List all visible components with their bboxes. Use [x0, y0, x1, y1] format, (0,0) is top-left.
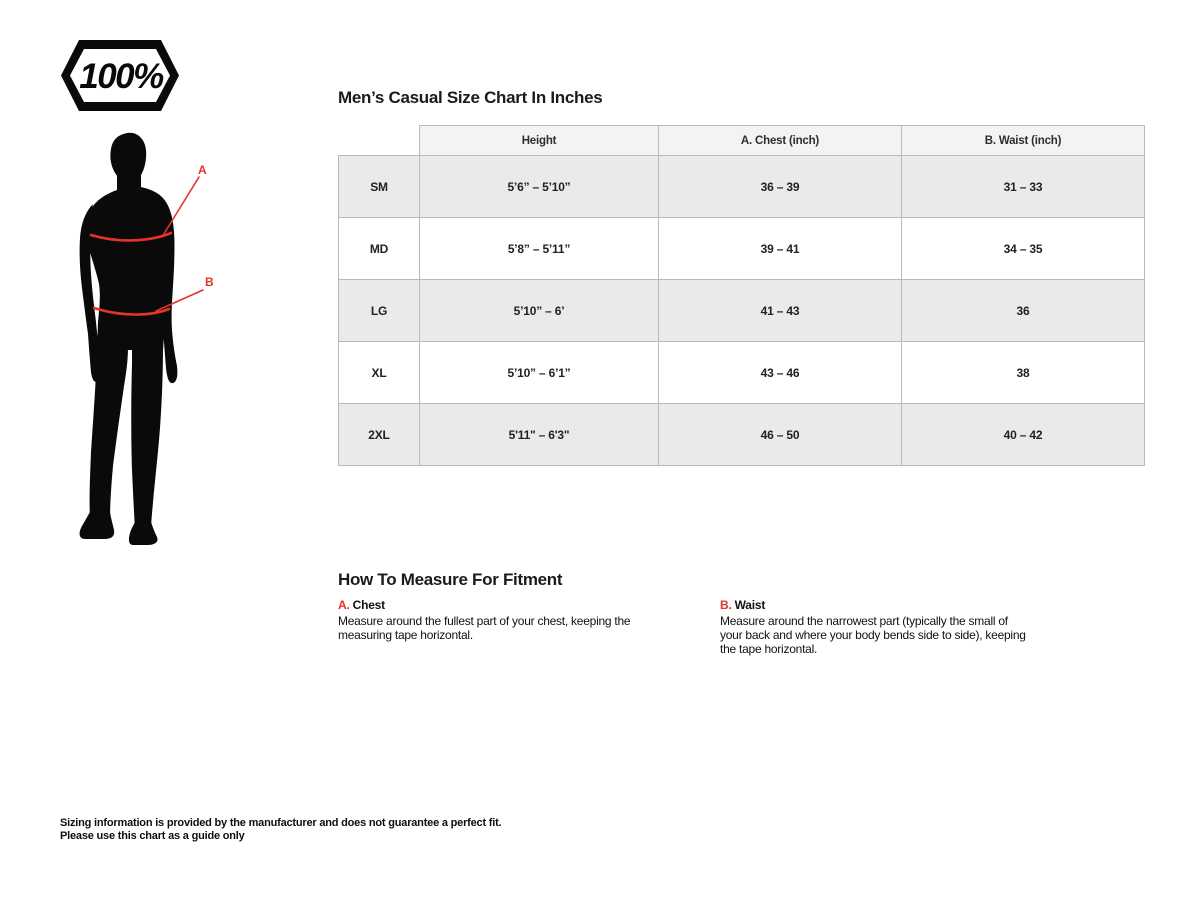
- table-row-md: [339, 218, 1145, 280]
- chest-value: 46 – 50: [659, 404, 902, 466]
- chest-value: 43 – 46: [659, 342, 902, 404]
- hexagon-badge-icon: [60, 39, 180, 112]
- column-header-waist: B. Waist (inch): [902, 126, 1145, 156]
- table-header-row: [339, 126, 1145, 156]
- body-silhouette-icon: [57, 112, 217, 552]
- measure-text-waist: Measure around the narrowest part (typically the small of your back and where your body bends side to side), keeping the tape horizontal.: [720, 614, 1026, 656]
- size-label: SM: [339, 156, 420, 218]
- measure-label-waist: [720, 598, 1030, 612]
- chest-value: 39 – 41: [659, 218, 902, 280]
- measure-name-waist: Waist: [734, 598, 766, 612]
- measure-name-chest: Chest: [352, 598, 385, 612]
- measure-letter-a: A.: [338, 598, 350, 612]
- table-row-lg: [339, 280, 1145, 342]
- size-label: LG: [339, 280, 420, 342]
- waist-value: 36: [902, 280, 1145, 342]
- height-value: 5’10” – 6’: [420, 280, 659, 342]
- logo-text: 100%: [79, 57, 163, 96]
- page-title: Men’s Casual Size Chart In Inches: [338, 88, 603, 107]
- size-label: MD: [339, 218, 420, 280]
- waist-value: 38: [902, 342, 1145, 404]
- table-corner-blank: [339, 126, 420, 156]
- measure-text-chest: Measure around the fullest part of your chest, keeping the measuring tape horizontal.: [338, 614, 631, 642]
- column-header-height: Height: [420, 126, 659, 156]
- disclaimer-line-1: Sizing information is provided by the manufacturer and does not guarantee a perfect fit.: [60, 817, 502, 829]
- height-value: 5’10” – 6’1”: [420, 342, 659, 404]
- height-value: 5’6” – 5’10”: [420, 156, 659, 218]
- waist-value: 31 – 33: [902, 156, 1145, 218]
- size-label: XL: [339, 342, 420, 404]
- figure-label-b: B: [205, 275, 214, 289]
- measure-label-chest: [338, 598, 683, 612]
- measure-section-chest: [338, 598, 683, 642]
- column-header-chest: A. Chest (inch): [659, 126, 902, 156]
- body-measurement-figure: [57, 112, 217, 552]
- table-row-2xl: [339, 404, 1145, 466]
- figure-label-a: A: [198, 163, 207, 177]
- table-row-xl: [339, 342, 1145, 404]
- waist-value: 34 – 35: [902, 218, 1145, 280]
- chest-value: 41 – 43: [659, 280, 902, 342]
- chest-value: 36 – 39: [659, 156, 902, 218]
- height-value: 5’8” – 5’11”: [420, 218, 659, 280]
- waist-value: 40 – 42: [902, 404, 1145, 466]
- height-value: 5'11" – 6'3": [420, 404, 659, 466]
- table-row-sm: [339, 156, 1145, 218]
- size-label: 2XL: [339, 404, 420, 466]
- measure-letter-b: B.: [720, 598, 732, 612]
- measure-heading: How To Measure For Fitment: [338, 570, 563, 589]
- disclaimer-line-2: Please use this chart as a guide only: [60, 830, 245, 842]
- brand-logo: [60, 39, 180, 112]
- measure-section-waist: [720, 598, 1030, 656]
- disclaimer: [60, 817, 501, 843]
- size-chart-table: [338, 125, 1145, 466]
